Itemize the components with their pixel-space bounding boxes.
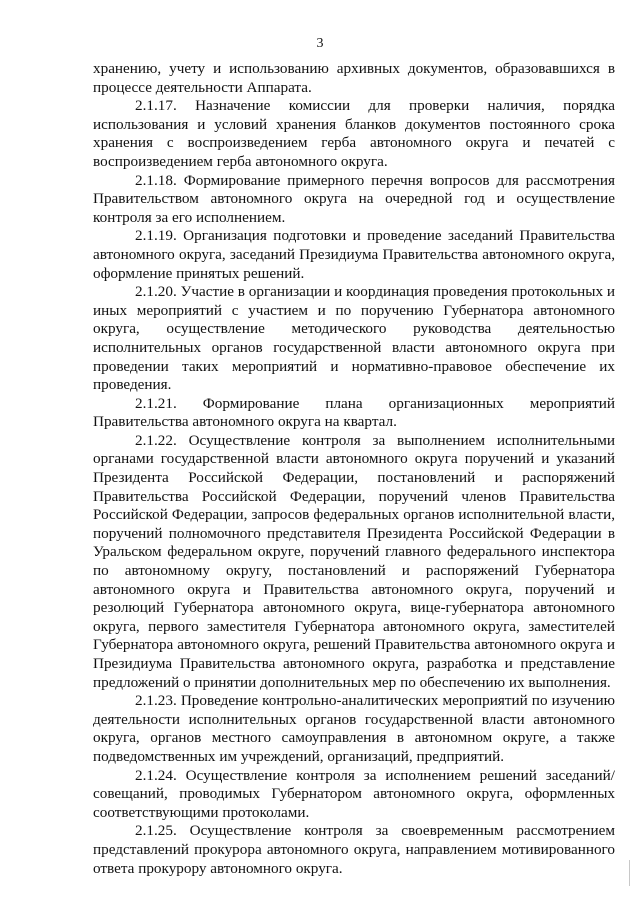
paragraph-2-1-19: 2.1.19. Организация подготовки и проведение заседаний Правительства автономного округа, заседаний Президиума Правительства автономного округа, оформление принятых решений.	[93, 227, 615, 282]
paragraph-2-1-21: 2.1.21. Формирование плана организационных мероприятий Правительства автономного округа на квартал.	[93, 394, 615, 431]
paragraph-2-1-25: 2.1.25. Осуществление контроля за своевременным рассмотрением представлений прокурора автономного округа, направлением мотивированного ответа прокурору автономного округа.	[93, 822, 615, 877]
paragraph-2-1-22: 2.1.22. Осуществление контроля за выполнением исполнительными органами государственной власти автономного округа поручений и указаний Президента Российской Федерации, постановлений и распоряжений Правительства Российской Федерации, поручений членов Правительства Российской Федерации, запросов федеральных органов исполнительной власти, поручений полномочного представителя Президента Российской Федерации в Уральском федеральном округе, поручений главного федерального инспектора по автономному округу, постановлений и распоряжений Губернатора автономного округа и Правительства автономного округа, поручений и резолюций Губернатора автономного округа, вице-губернатора автономного округа, первого заместителя Губернатора автономного округа, заместителей Губернатора автономного округа, решений Правительства автономного округа и Президиума Правительства автономного округа, разработка и представление предложений о принятии дополнительных мер по обеспечению их выполнения.	[93, 431, 615, 691]
paragraph-2-1-24: 2.1.24. Осуществление контроля за исполнением решений заседаний/совещаний, проводимых Губернатором автономного округа, оформленных соответствующими протоколами.	[93, 766, 615, 821]
paragraph-2-1-17: 2.1.17. Назначение комиссии для проверки наличия, порядка использования и условий хранения бланков документов постоянного срока хранения с воспроизведением герба автономного округа и печатей с воспроизведением герба автономного округа.	[93, 97, 615, 170]
paragraph-continuation: хранению, учету и использованию архивных документов, образовавшихся в процессе деятельности Аппарата.	[93, 60, 615, 96]
document-body	[93, 60, 615, 878]
page-number: 3	[316, 36, 324, 51]
paragraph-2-1-18: 2.1.18. Формирование примерного перечня вопросов для рассмотрения Правительством автономного округа на очередной год и осуществление контроля за его исполнением.	[93, 171, 615, 226]
paragraph-2-1-23: 2.1.23. Проведение контрольно-аналитических мероприятий по изучению деятельности исполнительных органов государственной власти автономного округа, органов местного самоуправления в автономном округе, а также подведомственных им учреждений, организаций, предприятий.	[93, 692, 615, 765]
paragraph-2-1-20: 2.1.20. Участие в организации и координация проведения протокольных и иных мероприятий с участием и по поручению Губернатора автономного округа, осуществление методического руководства деятельностью исполнительных органов государственной власти автономного округа при проведении таких мероприятий и нормативно-правовое обеспечение их проведения.	[93, 283, 615, 394]
scan-edge-mark	[629, 860, 630, 886]
